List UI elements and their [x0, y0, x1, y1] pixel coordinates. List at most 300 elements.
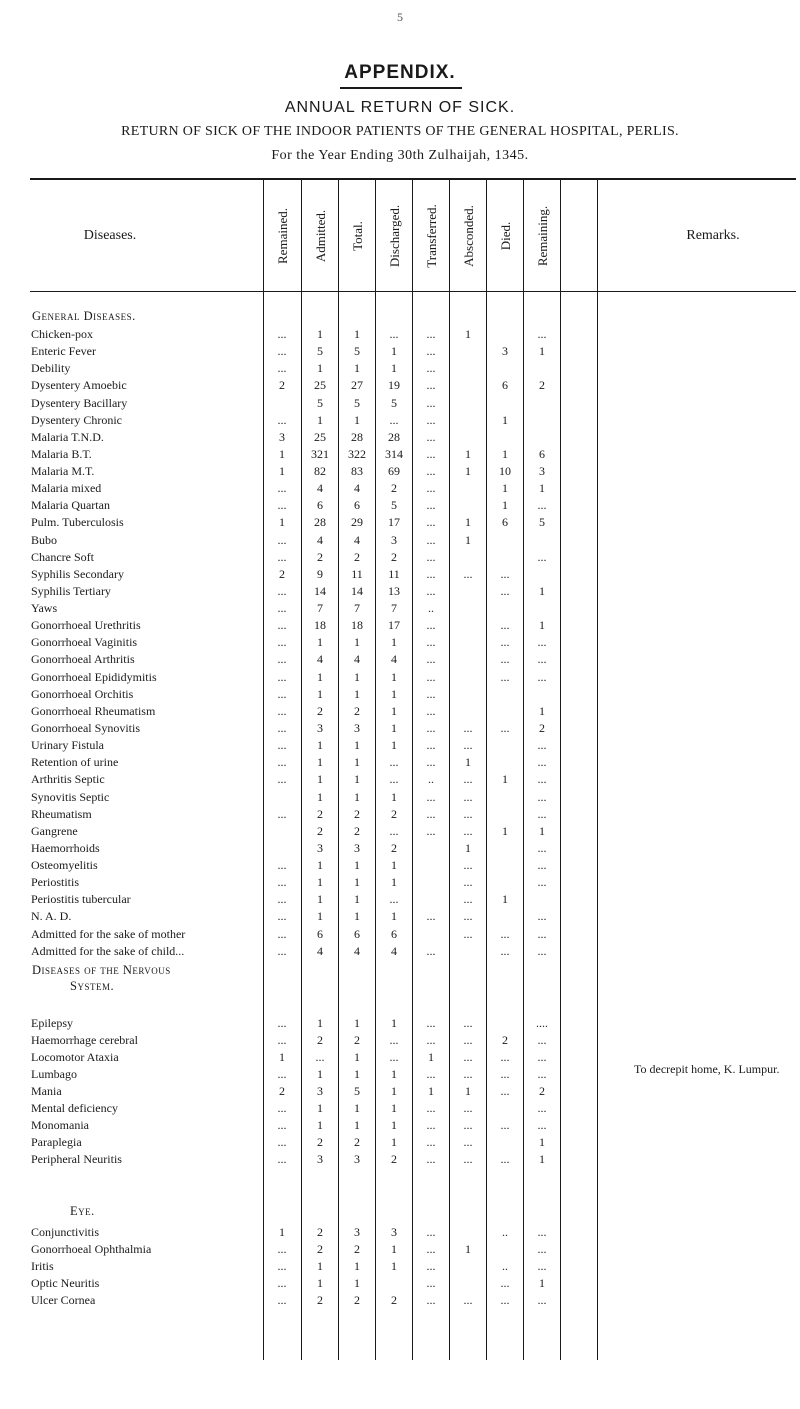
table-row	[0, 943, 800, 960]
table-cell: 82	[314, 464, 326, 479]
disease-name: Dysentery Chronic	[31, 412, 122, 427]
table-row	[0, 600, 800, 617]
disease-name: Ulcer Cornea	[31, 1292, 96, 1307]
table-cell: ...	[277, 1016, 287, 1030]
table-cell: ...	[463, 858, 473, 873]
table-row	[0, 840, 800, 857]
table-cell: 1	[317, 858, 323, 873]
table-cell: ...	[426, 755, 436, 770]
table-cell: 6	[539, 446, 545, 461]
table-cell: ...	[500, 1117, 510, 1132]
table-cell: 5	[391, 395, 397, 410]
table-cell: 1	[539, 703, 545, 718]
table-cell: 1	[354, 361, 360, 376]
table-cell: 11	[351, 566, 363, 581]
remaining-header-text: Remaining.	[534, 205, 550, 267]
table-cell: ...	[277, 858, 287, 873]
table-cell: ...	[426, 789, 436, 804]
table-cell: ...	[537, 840, 547, 855]
table-cell: ...	[537, 738, 547, 753]
table-cell: 1	[279, 1225, 285, 1239]
table-cell: ...	[426, 1275, 436, 1290]
table-cell: ...	[537, 652, 547, 667]
table-cell: 1	[354, 412, 360, 427]
table-cell: 25	[314, 378, 326, 393]
table-cell: 5	[354, 344, 360, 359]
table-cell: 2	[279, 1083, 285, 1098]
table-cell: 1	[317, 635, 323, 650]
table-cell: 19	[388, 378, 400, 393]
table-cell: 1	[502, 892, 508, 907]
table-cell: 3	[391, 532, 397, 547]
table-cell: 1	[428, 1049, 434, 1064]
table-cell: 2	[354, 806, 360, 821]
table-cell: ...	[277, 1151, 287, 1166]
table-cell: ...	[426, 412, 436, 427]
table-cell: 5	[539, 515, 545, 530]
disease-name: Gonorrhoeal Ophthalmia	[31, 1241, 152, 1256]
disease-name: Peripheral Neuritis	[31, 1151, 122, 1166]
table-cell: ...	[500, 652, 510, 667]
table-cell: ...	[463, 806, 473, 821]
table-row	[0, 1015, 800, 1032]
table-row	[0, 514, 800, 531]
table-cell: ...	[537, 669, 547, 684]
table-cell: ...	[463, 1032, 473, 1047]
transferred-header-text: Transferred.	[423, 204, 439, 268]
table-cell: 29	[351, 515, 363, 530]
table-cell: ...	[277, 1117, 287, 1132]
table-row	[0, 1151, 800, 1168]
table-row	[0, 463, 800, 480]
discharged-header-text: Discharged.	[386, 204, 402, 268]
table-cell: 2	[317, 1225, 323, 1239]
table-cell: ...	[426, 806, 436, 821]
table-cell: 7	[354, 601, 360, 616]
table-row	[0, 1083, 800, 1100]
table-cell: ...	[277, 1134, 287, 1149]
table-cell: 321	[311, 446, 329, 461]
table-cell: ...	[426, 635, 436, 650]
table-cell: ....	[536, 1016, 548, 1030]
disease-name: Locomotor Ataxia	[31, 1049, 119, 1064]
table-cell: ...	[426, 464, 436, 479]
table-cell: 1	[317, 1100, 323, 1115]
table-cell: ...	[463, 772, 473, 787]
disease-name: Lumbago	[31, 1066, 77, 1081]
table-cell: ...	[426, 1241, 436, 1256]
table-row	[0, 908, 800, 925]
table-cell: 2	[391, 806, 397, 821]
report-title: ANNUAL RETURN OF SICK.	[284, 99, 516, 116]
table-cell: ...	[277, 755, 287, 770]
table-cell: ...	[537, 806, 547, 821]
report-subtitle: RETURN OF SICK OF THE INDOOR PATIENTS OF THE GENERAL HOSPITAL, PERLIS.	[121, 124, 679, 139]
table-cell: ...	[426, 686, 436, 701]
table-row	[0, 1100, 800, 1117]
disease-name: Dysentery Amoebic	[31, 378, 127, 393]
table-cell: 1	[502, 823, 508, 838]
table-cell: 1	[539, 1151, 545, 1166]
table-cell: ...	[426, 943, 436, 958]
table-cell: 13	[388, 583, 400, 598]
table-row	[0, 377, 800, 394]
transferred-header	[413, 186, 450, 286]
table-cell: 28	[351, 429, 363, 444]
table-cell: ...	[389, 892, 399, 907]
remarks-column-header: Remarks.	[686, 228, 740, 243]
diseases-column-header: Diseases.	[83, 228, 137, 243]
table-cell: ...	[463, 823, 473, 838]
table-row	[0, 395, 800, 412]
table-row	[0, 686, 800, 703]
table-cell: 1	[317, 772, 323, 787]
table-cell: ...	[463, 720, 473, 735]
table-cell: ...	[426, 652, 436, 667]
table-cell: 2	[317, 1134, 323, 1149]
table-cell: 3	[317, 720, 323, 735]
table-row	[0, 566, 800, 583]
table-cell: 1	[317, 875, 323, 890]
table-cell: ...	[537, 858, 547, 873]
table-cell: 7	[391, 601, 397, 616]
table-cell: 2	[317, 703, 323, 718]
table-cell: ...	[277, 703, 287, 718]
table-cell: 5	[354, 1083, 360, 1098]
table-cell: 4	[391, 652, 397, 667]
table-cell: 1	[391, 1258, 397, 1273]
table-cell: 2	[539, 378, 545, 393]
table-cell: 1	[391, 909, 397, 924]
table-cell: ..	[502, 1258, 508, 1273]
table-cell: ...	[426, 1100, 436, 1115]
disease-name: Conjunctivitis	[31, 1225, 100, 1239]
table-cell: ...	[537, 789, 547, 804]
table-cell: ...	[500, 566, 510, 581]
table-cell: 1	[391, 789, 397, 804]
table-cell: 1	[391, 1100, 397, 1115]
table-cell: ...	[389, 823, 399, 838]
table-cell: 5	[391, 498, 397, 513]
table-cell: ...	[426, 1032, 436, 1047]
disease-name: Malaria B.T.	[31, 446, 92, 461]
table-cell: 7	[317, 601, 323, 616]
table-cell: 69	[388, 464, 400, 479]
table-cell: ...	[463, 1049, 473, 1064]
table-row	[0, 1066, 800, 1083]
table-cell: 1	[391, 686, 397, 701]
table-cell: 1	[354, 755, 360, 770]
report-period: For the Year Ending 30th Zulhaijah, 1345.	[271, 148, 529, 163]
table-cell: ...	[277, 1032, 287, 1047]
table-row	[0, 823, 800, 840]
table-cell: ...	[426, 515, 436, 530]
table-cell: ...	[500, 926, 510, 941]
table-cell: ...	[537, 1225, 547, 1239]
table-cell: ...	[463, 909, 473, 924]
disease-name: N. A. D.	[31, 909, 72, 924]
table-cell: 10	[499, 464, 511, 479]
table-cell: ...	[277, 327, 287, 341]
table-cell: ...	[277, 618, 287, 633]
table-row	[0, 754, 800, 771]
disease-name: Chancre Soft	[31, 549, 94, 564]
table-cell: 1	[354, 909, 360, 924]
table-cell: 2	[391, 481, 397, 496]
table-cell: ...	[277, 344, 287, 359]
discharged-header	[376, 186, 413, 286]
table-cell: ...	[500, 1083, 510, 1098]
remained-header-text: Remained.	[274, 208, 290, 264]
table-cell: 314	[385, 446, 403, 461]
table-cell: ...	[426, 909, 436, 924]
table-cell: 1	[317, 412, 323, 427]
table-cell: 1	[539, 823, 545, 838]
table-cell: 1	[317, 892, 323, 907]
table-cell: 1	[354, 1066, 360, 1081]
disease-name: Urinary Fistula	[31, 738, 104, 753]
table-cell: 1	[317, 1016, 323, 1030]
table-cell: ...	[426, 823, 436, 838]
table-cell: 1	[354, 327, 360, 341]
absconded-header	[450, 186, 487, 286]
table-cell: 3	[279, 429, 285, 444]
table-cell: 2	[391, 840, 397, 855]
remaining-header	[524, 186, 561, 286]
table-cell: 1	[354, 669, 360, 684]
table-cell: ...	[426, 1134, 436, 1149]
table-cell: ...	[426, 395, 436, 410]
table-cell: ...	[277, 601, 287, 616]
table-cell: ...	[277, 498, 287, 513]
table-cell: 1	[317, 1066, 323, 1081]
table-cell: 1	[539, 344, 545, 359]
died-header-text: Died.	[497, 221, 513, 251]
table-cell: 1	[391, 1117, 397, 1132]
table-cell: ...	[426, 446, 436, 461]
table-cell: 2	[279, 378, 285, 393]
table-cell: ...	[500, 635, 510, 650]
disease-name: Enteric Fever	[31, 344, 96, 359]
disease-name: Monomania	[31, 1117, 89, 1132]
table-cell: ...	[537, 943, 547, 958]
table-cell: 1	[465, 464, 471, 479]
table-cell: 14	[314, 583, 326, 598]
table-cell: 14	[351, 583, 363, 598]
table-cell: ...	[277, 361, 287, 376]
table-cell: ...	[463, 892, 473, 907]
table-cell: ...	[426, 1151, 436, 1166]
table-cell: 3	[354, 1151, 360, 1166]
section-heading-nervous: Diseases of the Nervous	[32, 963, 171, 977]
table-cell: ...	[463, 1292, 473, 1307]
table-cell: 1	[317, 789, 323, 804]
table-cell: 1	[465, 840, 471, 855]
disease-name: Periostitis tubercular	[31, 892, 131, 907]
table-row	[0, 720, 800, 737]
table-cell: ...	[277, 549, 287, 564]
table-cell: ...	[463, 875, 473, 890]
table-cell: ...	[537, 498, 547, 513]
table-row	[0, 891, 800, 908]
disease-name: Gonorrhoeal Synovitis	[31, 720, 140, 735]
table-cell: ...	[537, 909, 547, 924]
table-row	[0, 669, 800, 686]
disease-name: Osteomyelitis	[31, 858, 98, 873]
table-cell: ...	[426, 344, 436, 359]
table-cell: 1	[317, 686, 323, 701]
table-cell: 27	[351, 378, 363, 393]
table-cell: ...	[463, 926, 473, 941]
table-cell: ...	[426, 498, 436, 513]
table-cell: 1	[465, 755, 471, 770]
disease-name: Iritis	[31, 1258, 54, 1273]
disease-name: Synovitis Septic	[31, 789, 110, 804]
table-cell: ...	[426, 481, 436, 496]
remark-locomotor-ataxia: To decrepit home, K. Lumpur.	[634, 1062, 780, 1076]
disease-name: Gonorrhoeal Arthritis	[31, 652, 135, 667]
table-cell: ...	[426, 738, 436, 753]
admitted-header	[302, 186, 339, 286]
disease-name: Chicken-pox	[31, 327, 93, 341]
table-cell: ...	[277, 720, 287, 735]
table-cell: 1	[465, 515, 471, 530]
table-cell: 3	[317, 1083, 323, 1098]
table-row	[0, 1258, 800, 1275]
table-cell: ...	[537, 1292, 547, 1307]
table-cell: 2	[354, 1032, 360, 1047]
table-cell: ...	[277, 1241, 287, 1256]
table-cell: 1	[354, 875, 360, 890]
disease-name: Periostitis	[31, 875, 80, 890]
table-cell: 1	[502, 446, 508, 461]
table-cell: ...	[389, 412, 399, 427]
disease-name: Syphilis Tertiary	[31, 583, 111, 598]
table-cell: 1	[317, 669, 323, 684]
disease-name: Bubo	[31, 532, 58, 547]
table-cell: 1	[428, 1083, 434, 1098]
table-header-rule	[30, 291, 796, 292]
table-row	[0, 532, 800, 549]
table-cell: 1	[391, 1241, 397, 1256]
table-cell: 28	[314, 515, 326, 530]
table-cell: ...	[500, 943, 510, 958]
table-cell: 2	[391, 549, 397, 564]
remained-header	[264, 186, 301, 286]
table-cell: 1	[465, 1083, 471, 1098]
table-cell: 6	[354, 926, 360, 941]
table-cell: 1	[354, 635, 360, 650]
table-cell: 2	[317, 806, 323, 821]
disease-name: Epilepsy	[31, 1016, 73, 1030]
table-cell: ..	[502, 1225, 508, 1239]
table-cell: ...	[537, 1032, 547, 1047]
table-row	[0, 1275, 800, 1292]
table-row	[0, 326, 800, 343]
disease-name: Yaws	[31, 601, 58, 616]
table-cell: ...	[426, 1117, 436, 1132]
table-cell: ...	[537, 1241, 547, 1256]
table-cell: 6	[354, 498, 360, 513]
disease-name: Gonorrhoeal Urethritis	[31, 618, 141, 633]
table-cell: 2	[354, 1292, 360, 1307]
table-cell: ...	[315, 1049, 325, 1064]
table-cell: 9	[317, 566, 323, 581]
table-cell: 2	[354, 549, 360, 564]
table-cell: 3	[354, 840, 360, 855]
table-cell: ...	[277, 686, 287, 701]
table-cell: ...	[277, 652, 287, 667]
table-cell: 4	[354, 532, 360, 547]
table-cell: 4	[354, 943, 360, 958]
table-cell: 1	[502, 481, 508, 496]
table-row	[0, 1134, 800, 1151]
table-cell: 2	[354, 1241, 360, 1256]
table-cell: ...	[463, 1117, 473, 1132]
appendix-title: APPENDIX.	[344, 62, 456, 83]
table-cell: 1	[317, 361, 323, 376]
table-cell: ...	[463, 789, 473, 804]
table-cell: 18	[351, 618, 363, 633]
table-cell: 2	[317, 1292, 323, 1307]
table-cell: 6	[317, 498, 323, 513]
table-cell: ...	[277, 806, 287, 821]
table-row	[0, 617, 800, 634]
table-cell: ...	[426, 669, 436, 684]
table-cell: 1	[391, 1083, 397, 1098]
table-cell: ...	[426, 583, 436, 598]
table-cell: 3	[391, 1225, 397, 1239]
table-cell: ...	[426, 720, 436, 735]
table-cell: 4	[317, 481, 323, 496]
table-cell: 1	[317, 1275, 323, 1290]
table-cell: ...	[389, 772, 399, 787]
table-cell: 1	[465, 446, 471, 461]
table-cell: 1	[354, 858, 360, 873]
disease-name: Haemorrhage cerebral	[31, 1032, 138, 1047]
table-cell: 2	[391, 1292, 397, 1307]
table-cell: ...	[537, 1066, 547, 1081]
table-cell: 1	[391, 1016, 397, 1030]
table-cell: ...	[277, 481, 287, 496]
table-cell: ...	[537, 635, 547, 650]
table-row	[0, 480, 800, 497]
table-row	[0, 343, 800, 360]
table-cell: ...	[277, 532, 287, 547]
table-cell: ...	[463, 1151, 473, 1166]
table-cell: 1	[354, 738, 360, 753]
table-cell: 1	[465, 1241, 471, 1256]
disease-name: Retention of urine	[31, 755, 119, 770]
table-cell: ...	[500, 1049, 510, 1064]
table-row	[0, 412, 800, 429]
table-cell: 1	[354, 1049, 360, 1064]
table-cell: 5	[317, 395, 323, 410]
disease-name: Optic Neuritis	[31, 1275, 100, 1290]
disease-name: Malaria Quartan	[31, 498, 110, 513]
disease-name: Pulm. Tuberculosis	[31, 515, 124, 530]
table-cell: 2	[317, 1032, 323, 1047]
table-cell: ...	[463, 1066, 473, 1081]
table-cell: 4	[354, 652, 360, 667]
table-cell: 1	[391, 738, 397, 753]
disease-name: Gangrene	[31, 823, 78, 838]
table-cell: ...	[426, 429, 436, 444]
table-cell: ...	[277, 1275, 287, 1290]
table-cell: ...	[389, 1032, 399, 1047]
table-row	[0, 634, 800, 651]
table-cell: ...	[426, 378, 436, 393]
